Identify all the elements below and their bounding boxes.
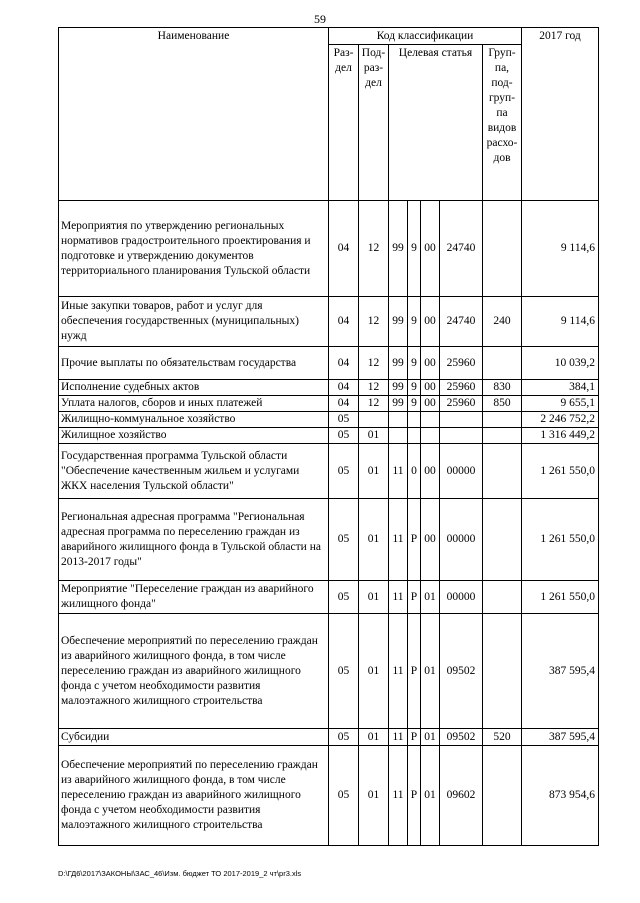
row-direction: 24740 — [440, 201, 483, 297]
row-direction — [440, 412, 483, 428]
row-subprogram — [408, 428, 421, 444]
row-program: 99 — [389, 347, 408, 380]
row-program: 11 — [389, 499, 408, 581]
header-subsection: Под- раз- дел — [359, 45, 389, 201]
table-row — [59, 444, 599, 499]
row-program — [389, 428, 408, 444]
row-subsection: 01 — [359, 444, 389, 499]
row-direction: 09502 — [440, 729, 483, 746]
row-subprogram: Р — [408, 581, 421, 614]
row-activity — [421, 428, 440, 444]
row-expense-type — [483, 347, 522, 380]
row-section: 04 — [329, 201, 359, 297]
row-section: 05 — [329, 428, 359, 444]
row-name: Обеспечение мероприятий по переселению граждан из аварийного жилищного фонда, в том числе переселению граждан из аварийного жилищного фонда с учетом необходимости развития малоэтажного жилищного строительства — [59, 746, 329, 846]
row-section: 05 — [329, 746, 359, 846]
page-number: 59 — [314, 12, 326, 26]
row-subsection: 12 — [359, 297, 389, 347]
row-subsection: 01 — [359, 729, 389, 746]
row-amount: 387 595,4 — [522, 614, 599, 729]
row-subprogram: Р — [408, 614, 421, 729]
row-section: 04 — [329, 380, 359, 396]
row-name: Региональная адресная программа "Региональная адресная программа по переселению граждан из аварийного жилищного фонда в Тульской области на 2013-2017 годы" — [59, 499, 329, 581]
row-subprogram: Р — [408, 499, 421, 581]
header-year: 2017 год — [522, 28, 599, 201]
row-expense-type — [483, 614, 522, 729]
row-program: 11 — [389, 729, 408, 746]
row-activity: 00 — [421, 444, 440, 499]
row-expense-type — [483, 201, 522, 297]
row-activity: 00 — [421, 297, 440, 347]
row-activity: 00 — [421, 201, 440, 297]
table-row — [59, 396, 599, 412]
table-row — [59, 201, 599, 297]
row-program: 11 — [389, 746, 408, 846]
header-name: Наименование — [59, 28, 329, 201]
row-activity: 00 — [421, 347, 440, 380]
table-row — [59, 428, 599, 444]
row-section: 04 — [329, 297, 359, 347]
table-row — [59, 347, 599, 380]
table-row — [59, 499, 599, 581]
row-name: Уплата налогов, сборов и иных платежей — [59, 396, 329, 412]
table-row — [59, 380, 599, 396]
file-path-footer: D:\ГД6\2017\ЗАКОНЫ\ЗАС_46\Изм. бюджет ТО 2017-2019_2 чт\pr3.xls — [58, 869, 302, 878]
row-direction: 25960 — [440, 380, 483, 396]
row-activity: 01 — [421, 581, 440, 614]
row-subsection: 12 — [359, 380, 389, 396]
row-amount: 10 039,2 — [522, 347, 599, 380]
row-amount: 9 114,6 — [522, 201, 599, 297]
row-subsection: 01 — [359, 746, 389, 846]
row-subprogram: 9 — [408, 347, 421, 380]
row-name: Иные закупки товаров, работ и услуг для обеспечения государственных (муниципальных) нужд — [59, 297, 329, 347]
row-expense-type: 520 — [483, 729, 522, 746]
row-activity: 01 — [421, 729, 440, 746]
row-direction: 25960 — [440, 347, 483, 380]
row-section: 04 — [329, 347, 359, 380]
table-row — [59, 581, 599, 614]
row-program: 11 — [389, 444, 408, 499]
row-amount: 2 246 752,2 — [522, 412, 599, 428]
row-subsection: 01 — [359, 581, 389, 614]
row-amount: 9 655,1 — [522, 396, 599, 412]
row-subsection: 12 — [359, 201, 389, 297]
row-activity: 01 — [421, 614, 440, 729]
row-program: 99 — [389, 380, 408, 396]
row-subsection: 12 — [359, 396, 389, 412]
row-name: Обеспечение мероприятий по переселению граждан из аварийного жилищного фонда, в том числе переселению граждан из аварийного жилищного фонда с учетом необходимости развития малоэтажного жилищного строительства — [59, 614, 329, 729]
row-name: Мероприятие "Переселение граждан из аварийного жилищного фонда" — [59, 581, 329, 614]
row-subprogram: Р — [408, 746, 421, 846]
row-expense-type — [483, 412, 522, 428]
row-subprogram: 9 — [408, 380, 421, 396]
row-name: Исполнение судебных актов — [59, 380, 329, 396]
row-expense-type: 850 — [483, 396, 522, 412]
row-program: 11 — [389, 581, 408, 614]
row-amount: 9 114,6 — [522, 297, 599, 347]
row-subsection — [359, 412, 389, 428]
row-section: 05 — [329, 499, 359, 581]
table-row — [59, 729, 599, 746]
row-name: Субсидии — [59, 729, 329, 746]
row-subsection: 01 — [359, 614, 389, 729]
row-activity — [421, 412, 440, 428]
header-section: Раз- дел — [329, 45, 359, 201]
row-amount: 387 595,4 — [522, 729, 599, 746]
header-group: Груп- па, под- груп- па видов расхо- дов — [483, 45, 522, 201]
row-amount: 1 261 550,0 — [522, 499, 599, 581]
row-activity: 00 — [421, 380, 440, 396]
row-activity: 01 — [421, 746, 440, 846]
row-section: 05 — [329, 614, 359, 729]
budget-table — [58, 27, 599, 846]
table-row — [59, 412, 599, 428]
header-target: Целевая статья — [389, 45, 483, 201]
row-amount: 384,1 — [522, 380, 599, 396]
table-row — [59, 614, 599, 729]
table-row — [59, 297, 599, 347]
row-direction: 09602 — [440, 746, 483, 846]
row-section: 04 — [329, 396, 359, 412]
row-subprogram: 9 — [408, 396, 421, 412]
row-direction — [440, 428, 483, 444]
row-subsection: 01 — [359, 499, 389, 581]
row-subsection: 01 — [359, 428, 389, 444]
row-direction: 00000 — [440, 581, 483, 614]
row-program: 99 — [389, 201, 408, 297]
row-direction: 00000 — [440, 444, 483, 499]
row-name: Прочие выплаты по обязательствам государства — [59, 347, 329, 380]
row-section: 05 — [329, 412, 359, 428]
row-section: 05 — [329, 729, 359, 746]
row-expense-type — [483, 581, 522, 614]
row-subsection: 12 — [359, 347, 389, 380]
row-name: Мероприятия по утверждению региональных нормативов градостроительного проектирования и подготовке и утверждению документов территориального планирования Тульской области — [59, 201, 329, 297]
row-program: 99 — [389, 297, 408, 347]
row-subprogram: 9 — [408, 297, 421, 347]
row-program: 99 — [389, 396, 408, 412]
row-expense-type — [483, 499, 522, 581]
row-program — [389, 412, 408, 428]
table-row — [59, 746, 599, 846]
row-name: Жилищное хозяйство — [59, 428, 329, 444]
row-direction: 24740 — [440, 297, 483, 347]
row-expense-type — [483, 428, 522, 444]
row-direction: 00000 — [440, 499, 483, 581]
row-section: 05 — [329, 581, 359, 614]
row-expense-type: 830 — [483, 380, 522, 396]
row-name: Жилищно-коммунальное хозяйство — [59, 412, 329, 428]
row-section: 05 — [329, 444, 359, 499]
row-subprogram: 9 — [408, 201, 421, 297]
row-direction: 25960 — [440, 396, 483, 412]
row-activity: 00 — [421, 499, 440, 581]
row-expense-type — [483, 746, 522, 846]
row-amount: 1 261 550,0 — [522, 581, 599, 614]
row-program: 11 — [389, 614, 408, 729]
header-code: Код классификации — [329, 28, 522, 45]
row-amount: 1 316 449,2 — [522, 428, 599, 444]
row-direction: 09502 — [440, 614, 483, 729]
row-expense-type: 240 — [483, 297, 522, 347]
row-amount: 1 261 550,0 — [522, 444, 599, 499]
row-subprogram — [408, 412, 421, 428]
row-expense-type — [483, 444, 522, 499]
row-activity: 00 — [421, 396, 440, 412]
row-subprogram: 0 — [408, 444, 421, 499]
row-amount: 873 954,6 — [522, 746, 599, 846]
row-subprogram: Р — [408, 729, 421, 746]
row-name: Государственная программа Тульской области "Обеспечение качественным жильем и услугами ЖКХ населения Тульской области" — [59, 444, 329, 499]
